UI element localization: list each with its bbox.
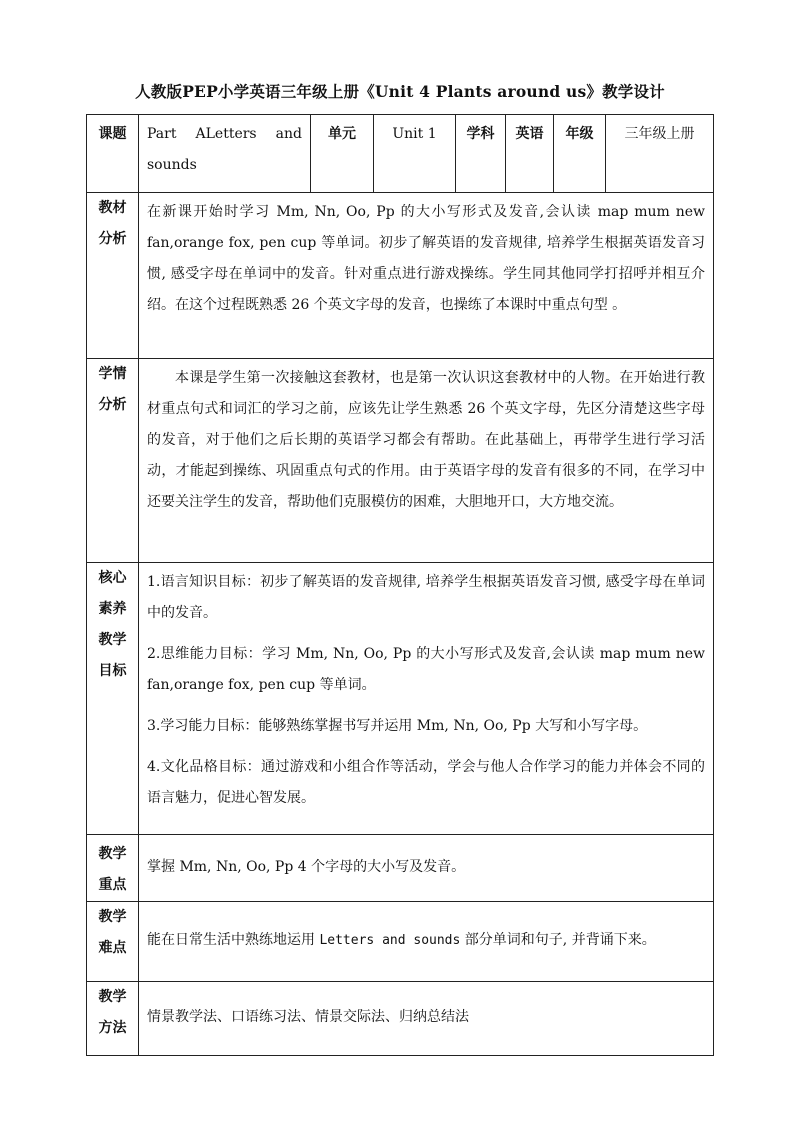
lesson-value: Part ALetters and sounds [139, 115, 311, 193]
unit-label: 单元 [311, 115, 374, 193]
lesson-plan-table [86, 114, 714, 1056]
grade-value: 三年级上册 [606, 115, 714, 193]
goal-item: 4.文化品格目标：通过游戏和小组合作等活动，学会与他人合作学习的能力并体会不同的语言魅力，促进心智发展。 [147, 759, 705, 806]
core-goals-list [139, 563, 714, 835]
material-analysis-label: 教材 分析 [87, 193, 139, 359]
subject-value: 英语 [506, 115, 554, 193]
key-points-row [87, 835, 714, 902]
methods-row [87, 982, 714, 1056]
student-analysis-label: 学情 分析 [87, 359, 139, 563]
header-row [87, 115, 714, 193]
difficulties-row [87, 902, 714, 982]
core-goals-row [87, 563, 714, 835]
material-analysis-text: 在新课开始时学习 Mm, Nn, Oo, Pp 的大小写形式及发音,会认读 map mum new fan,orange fox, pen cup 等单词。初步了解英语的发音规律, 培养学生根据英语发音习惯, 感受字母在单词中的发音。针对重点进行游戏操练。学生同其他同学打招呼并相互介绍。在这个过程既熟悉 26 个英文字母的发音，也操练了本课时中重点句型 。 [139, 193, 714, 359]
unit-value: Unit 1 [374, 115, 456, 193]
methods-text: 情景教学法、口语练习法、情景交际法、归纳总结法 [139, 982, 714, 1056]
lesson-label: 课题 [87, 115, 139, 193]
grade-label: 年级 [554, 115, 606, 193]
methods-label: 教学 方法 [87, 982, 139, 1056]
goal-item: 3.学习能力目标：能够熟练掌握书写并运用 Mm, Nn, Oo, Pp 大写和小写字母。 [147, 718, 648, 734]
subject-label: 学科 [456, 115, 506, 193]
goal-item: 2.思维能力目标：学习 Mm, Nn, Oo, Pp 的大小写形式及发音,会认读 map mum new fan,orange fox, pen cup 等单词。 [147, 646, 705, 693]
document-title: 人教版PEP小学英语三年级上册《Unit 4 Plants around us》教学设计 [135, 82, 665, 101]
material-analysis-row [87, 193, 714, 359]
key-points-text: 掌握 Mm, Nn, Oo, Pp 4 个字母的大小写及发音。 [139, 835, 714, 902]
difficulties-text: 能在日常生活中熟练地运用 Letters and sounds 部分单词和句子, 并背诵下来。 [139, 902, 714, 982]
student-analysis-row [87, 359, 714, 563]
difficulties-label: 教学 难点 [87, 902, 139, 982]
key-points-label: 教学 重点 [87, 835, 139, 902]
student-analysis-text: 本课是学生第一次接触这套教材，也是第一次认识这套教材中的人物。在开始进行教材重点句式和词汇的学习之前，应该先让学生熟悉 26 个英文字母，先区分清楚这些字母的发音，对于他们之后长期的英语学习都会有帮助。在此基础上，再带学生进行学习活动，才能起到操练、巩固重点句式的作用。由于英语字母的发音有很多的不同，在学习中还要关注学生的发音，帮助他们克服模仿的困难，大胆地开口，大方地交流。 [139, 359, 714, 563]
core-goals-label: 核心 素养 教学 目标 [87, 563, 139, 835]
goal-item: 1.语言知识目标：初步了解英语的发音规律, 培养学生根据英语发音习惯, 感受字母在单词中的发音。 [147, 574, 705, 621]
